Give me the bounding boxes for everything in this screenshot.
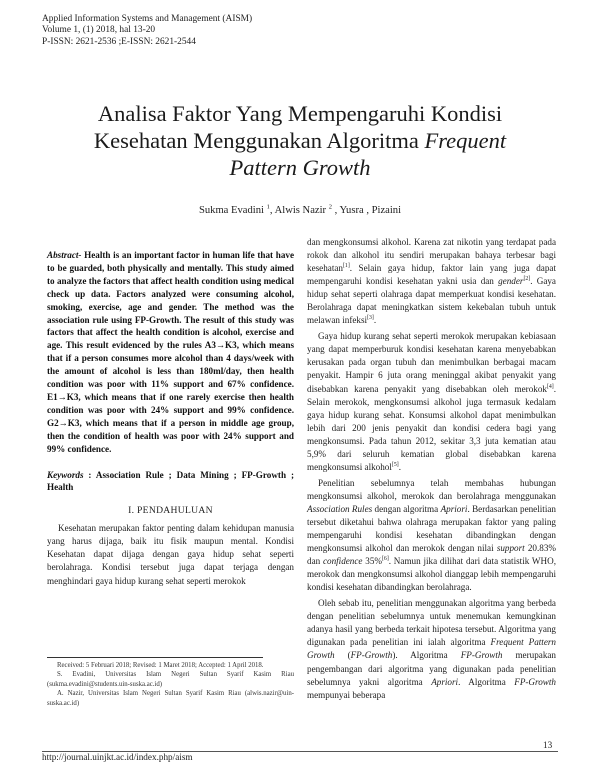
author-2-affiliation: 2 — [328, 203, 332, 211]
intro-paragraph-2 — [307, 330, 556, 474]
page-number: 13 — [543, 740, 553, 750]
italic-term: Association Rules — [307, 503, 373, 514]
italic-term: Frequent Pattern Growth — [307, 637, 556, 661]
right-column — [307, 236, 556, 702]
footnotes — [47, 661, 294, 708]
journal-header — [42, 14, 342, 48]
text-run: . Namun jika dilihat dari data statistik WHO, merokok dan mengkonsumsi alkohol dianggap lebih mempengaruhi kondisi kesehatan dibandingkan berolahraga. — [307, 556, 556, 593]
text-run: . Berdasarkan penelitian tersebut diketahui bahwa olahraga merupakan faktor yang paling mempengaruhi kondisi kesehatan dibandingkan dengan mengkonsumsi alkohol dan merokok dengan nilai — [307, 503, 556, 554]
text-run: . — [398, 461, 401, 472]
footnote-author-2: A. Nazir, Universitas Islam Negeri Sultan Syarif Kasim Riau (alwis.nazir@uin-suska.ac.id) — [47, 690, 294, 707]
italic-term: gender — [498, 276, 524, 287]
author-others: , Yusra , Pizaini — [332, 205, 402, 216]
journal-volume: Volume 1, (1) 2018, hal 13-20 — [42, 25, 156, 36]
text-run: ( — [334, 650, 351, 661]
text-run: . — [373, 315, 377, 326]
keywords-text: : Association Rule ; Data Mining ; FP-Growth ; Health — [47, 469, 294, 493]
citation: [6] — [381, 556, 389, 563]
left-column — [47, 249, 294, 588]
keywords — [47, 469, 294, 495]
abstract — [47, 249, 294, 456]
citation: [3] — [367, 315, 374, 322]
italic-term: support — [496, 543, 525, 554]
footnote-divider — [47, 657, 263, 658]
text-run: . Algoritma — [458, 676, 515, 687]
intro-paragraph-3 — [307, 477, 556, 594]
title-line-3-italic: Pattern Growth — [229, 155, 371, 180]
journal-issn: P-ISSN: 2621-2536 ;E-ISSN: 2621-2544 — [42, 36, 196, 47]
text-run: ). Algoritma — [392, 650, 461, 661]
italic-term: FP-Growth — [460, 650, 503, 661]
keywords-label: Keywords — [47, 469, 84, 480]
text-run: mempunyai beberapa — [307, 689, 386, 700]
italic-term: FP-Growth — [350, 650, 393, 661]
text-run: dengan algoritma — [372, 503, 441, 514]
text-run: Penelitian sebelumnya telah membahas hubungan mengkonsumsi alkohol, merokok dan berolahraga menggunakan — [307, 477, 556, 501]
abstract-text: Health is an important factor in human life that have to be guarded, both physically and mentally. This study aimed to analyze the factors that affect health condition using medical check up data. Factors analyzed were consuming alcohol, smoking, exercise, age and gender. The method was the association rule using FP-Growth. The result of this study was factors that affect the health condition is alcohol, exercise and age. This result evidenced by the rules A3→K3, which means that if a person consumes more alcohol than 4 days/week with the amount of alcohol is less than 180ml/day, then health condition was poor with 11% support and 67% confidence. E1→K3, which means that if one rarely exercise then health condition was poor with 24% support and 99% confidence. G2→K3, which means that if a person in middle age group, then the condition of health was poor with 24% support and 99% confidence. — [47, 250, 294, 454]
text-run: . Selain merokok, mengkonsumsi alkohol juga termasuk kedalam gaya hidup kurang sehat. Konsumsi alkohol dapat menimbulkan lebih dari 200 jenis penyakit dan kondisi cedera bagi yang mengkonsumsi. Pada tahun 2012, sekitar 3,3 juta kematian atau 5,9% dari seluruh kematian global disebabkan karena mengkonsumsi alkohol — [307, 383, 556, 472]
intro-paragraph-1: Kesehatan merupakan faktor penting dalam kehidupan manusia yang harus dijaga, baik itu fisik maupun mental. Kondisi Kesehatan dapat dijaga dengan gaya hidup sehat seperti berolahraga. Kondisi tersebut juga dapat terjaga dengan menghindari gaya hidup kurang sehat seperti merokok — [47, 523, 294, 586]
italic-term: confidence — [322, 556, 363, 567]
abstract-lead: Abstract- — [47, 250, 82, 260]
text-run: merupakan pengembangan dari algoritma yang digunakan pada penelitian sebelumnya yakni algoritma — [307, 650, 556, 687]
text-run: 20.83% dan — [307, 543, 557, 567]
author-1: Sukma Evadini — [198, 205, 267, 216]
title-line-2: Kesehatan Menggunakan Algoritma — [93, 128, 425, 153]
citation: [1] — [342, 263, 350, 270]
journal-url: http://journal.uinjkt.ac.id/index.php/aism — [42, 752, 193, 762]
paper-title — [50, 100, 550, 181]
italic-term: Apriori — [431, 676, 459, 687]
citation: [5] — [391, 461, 399, 468]
citation: [2] — [523, 276, 531, 283]
author-2: , Alwis Nazir — [269, 205, 329, 216]
text-run: 35% — [362, 556, 382, 567]
author-1-affiliation: 1 — [266, 203, 270, 211]
title-line-1: Analisa Faktor Yang Mempengaruhi Kondisi — [97, 101, 503, 126]
italic-term: Apriori — [440, 503, 468, 514]
text-run: Gaya hidup kurang sehat seperti merokok merupakan kebiasaan yang dapat memperburuk kondisi kesehatan karena menyebabkan kerusakan pada organ tubuh dan menimbulkan berbagai macam penyakit. Hampir 6 juta orang meninggal akibat penyakit yang disebabkan karena penyakit yang disebabkan oleh merokok — [307, 331, 556, 394]
journal-name: Applied Information Systems and Management (AISM) — [42, 14, 253, 24]
intro-paragraph-4 — [307, 597, 556, 701]
text-run: . Selain gaya hidup, faktor lain yang juga dapat mempengaruhi kondisi kesehatan yakni usia dan — [307, 263, 556, 287]
citation: [4] — [546, 383, 554, 390]
intro-paragraph-1-continued — [307, 236, 556, 327]
author-list — [50, 205, 550, 216]
section-heading-pendahuluan: I. PENDAHULUAN — [128, 505, 213, 517]
footnote-received: Received: 5 Februari 2018; Revised: 1 Maret 2018; Accepted: 1 April 2018. — [57, 662, 264, 669]
footnote-author-1: S. Evadini, Universitas Islam Negeri Sultan Syarif Kasim Riau (sukma.evadini@students.uin-suska.ac.id) — [47, 671, 294, 688]
text-run: . Gaya hidup sehat seperti olahraga dapat memperkuat kondisi kesehatan. Berolahraga dapat meningkatkan sistem kekebalan tubuh untuk melawan infeksi — [307, 276, 556, 326]
text-run: Oleh sebab itu, penelitian menggunakan algoritma yang berbeda dengan penelitian sebelumnya untuk menemukan kemungkinan adanya hasil yang berbeda terkait hipotesa tersebut. Algoritma yang digunakan pada penelitian ini ialah algoritma — [307, 598, 556, 648]
text-run: dan mengkonsumsi alkohol. Karena zat nikotin yang terdapat pada rokok dan alkohol itu sendiri merupakan bahaya terbesar bagi kesehatan — [307, 237, 556, 274]
italic-term: FP-Growth — [514, 676, 556, 687]
title-line-2-italic: Frequent — [424, 128, 507, 153]
